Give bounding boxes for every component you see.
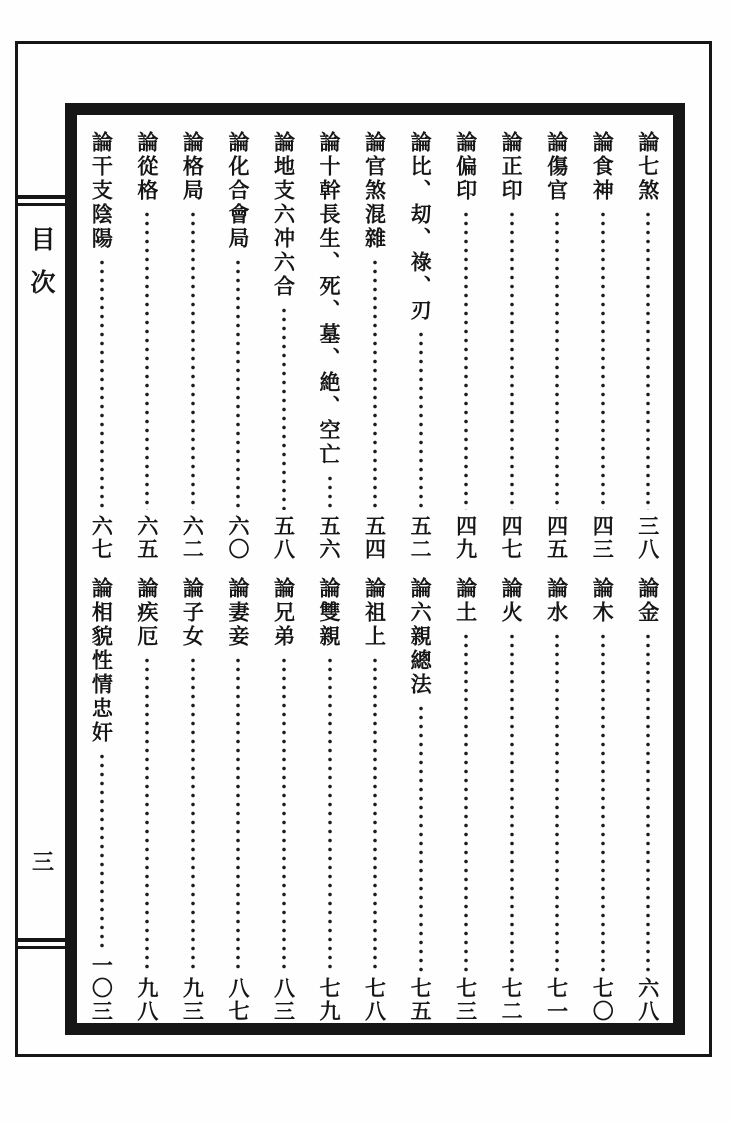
toc-entry-title: 論相貌性情忠奸 [89,577,115,745]
toc-entry-title: 論傷官 [544,131,570,203]
dot-leader [281,306,287,510]
dot-leader [327,474,333,510]
outer-page-border [15,41,712,1057]
toc-entry-title: 論地支六冲六合 [271,131,297,299]
toc-entry-top [625,115,671,561]
dot-leader [600,632,606,972]
dot-leader [509,632,515,972]
toc-entry-title: 論兄弟 [271,577,297,649]
toc-entry-page-number: 五四 [362,515,388,561]
dot-leader [190,210,196,510]
toc-entry-bottom [125,577,171,1023]
toc-entry-title: 論食神 [590,131,616,203]
dot-leader [144,656,150,972]
toc-entry-page-number: 七九 [317,977,343,1023]
dot-leader [600,210,606,510]
dot-leader [463,210,469,510]
toc-entry-page-number: 四五 [544,515,570,561]
toc-entry-page-number: 七一 [544,977,570,1023]
toc-entry-title: 論十幹長生、死、墓、絶、空亡 [317,131,343,467]
toc-entry-bottom [307,577,353,1023]
toc-entry-bottom [79,577,125,1023]
toc-entry-title: 論從格 [134,131,160,203]
toc-entry-top [580,115,626,561]
toc-entry-page-number: 九八 [134,977,160,1023]
dot-leader [99,752,105,949]
toc-column [125,115,171,1023]
toc-entry-title: 論六親總法 [408,577,434,697]
toc-column [307,115,353,1023]
dot-leader [235,656,241,972]
toc-entry-title: 論木 [590,577,616,625]
toc-entry-title: 論妻妾 [225,577,251,649]
toc-entry-top [307,115,353,561]
toc-entry-page-number: 四三 [590,515,616,561]
toc-column [216,115,262,1023]
toc-column [398,115,444,1023]
dot-leader [418,330,424,510]
toc-entry-title: 論官煞混雜 [362,131,388,251]
toc-entry-bottom [261,577,307,1023]
toc-column [261,115,307,1023]
toc-entry-title: 論土 [453,577,479,625]
toc-entry-title: 論水 [544,577,570,625]
toc-entry-bottom [216,577,262,1023]
toc-column [580,115,626,1023]
toc-entry-bottom [443,577,489,1023]
toc-entry-top [398,115,444,561]
toc-column [352,115,398,1023]
dot-leader [327,656,333,972]
dot-leader [645,210,651,510]
toc-entry-title: 論火 [499,577,525,625]
toc-entry-top [261,115,307,561]
toc-entry-bottom [398,577,444,1023]
dot-leader [554,210,560,510]
toc-entry-top [534,115,580,561]
toc-entry-bottom [625,577,671,1023]
left-margin [18,44,65,1054]
toc-column [625,115,671,1023]
dot-leader [372,656,378,972]
toc-entry-bottom [352,577,398,1023]
toc-entry-page-number: 四七 [499,515,525,561]
toc-column [170,115,216,1023]
toc-entry-top [216,115,262,561]
toc-entry-page-number: 六二 [180,515,206,561]
toc-entry-title: 論祖上 [362,577,388,649]
toc-entry-page-number: 七二 [499,977,525,1023]
toc-column [79,115,125,1023]
dot-leader [99,258,105,510]
toc-entry-page-number: 三八 [635,515,661,561]
dot-leader [463,632,469,972]
toc-entry-page-number: 六八 [635,977,661,1023]
toc-entry-page-number: 九三 [180,977,206,1023]
toc-entry-bottom [580,577,626,1023]
dot-leader [144,210,150,510]
margin-double-rule-bottom [18,938,65,949]
toc-entry-bottom [534,577,580,1023]
toc-entry-title: 論比、刧、祿、刃 [408,131,434,323]
toc-entry-page-number: 五六 [317,515,343,561]
toc-entry-bottom [489,577,535,1023]
toc-column [534,115,580,1023]
toc-entry-title: 論雙親 [317,577,343,649]
margin-double-rule-top [18,195,65,206]
dot-leader [372,258,378,510]
toc-entry-page-number: 七八 [362,977,388,1023]
toc-entry-page-number: 七三 [453,977,479,1023]
toc-entry-title: 論金 [635,577,661,625]
toc-entry-page-number: 八三 [271,977,297,1023]
toc-entry-page-number: 六〇 [225,515,251,561]
toc-entry-title: 論疾厄 [134,577,160,649]
toc-entry-top [79,115,125,561]
toc-entry-title: 論格局 [180,131,206,203]
dot-leader [235,258,241,510]
dot-leader [281,656,287,972]
dot-leader [509,210,515,510]
toc-grid [77,115,673,1023]
toc-entry-page-number: 七〇 [590,977,616,1023]
toc-entry-top [443,115,489,561]
dot-leader [418,704,424,972]
toc-entry-page-number: 六五 [134,515,160,561]
folio-number: 三 [28,850,55,872]
toc-entry-page-number: 五二 [408,515,434,561]
toc-column [443,115,489,1023]
toc-entry-top [352,115,398,561]
toc-entry-bottom [170,577,216,1023]
toc-entry-page-number: 四九 [453,515,479,561]
toc-entry-top [489,115,535,561]
toc-entry-title: 論化合會局 [225,131,251,251]
toc-frame [65,103,685,1035]
dot-leader [554,632,560,972]
toc-entry-title: 論正印 [499,131,525,203]
toc-entry-page-number: 六七 [89,515,115,561]
toc-entry-page-number: 八七 [225,977,251,1023]
toc-entry-page-number: 七五 [408,977,434,1023]
toc-entry-top [170,115,216,561]
toc-entry-page-number: 一〇三 [89,954,115,1023]
section-title: 目次 [27,226,56,312]
dot-leader [645,632,651,972]
toc-entry-title: 論干支陰陽 [89,131,115,251]
toc-entry-page-number: 五八 [271,515,297,561]
dot-leader [190,656,196,972]
toc-entry-title: 論七煞 [635,131,661,203]
toc-entry-title: 論子女 [180,577,206,649]
toc-entry-top [125,115,171,561]
toc-entry-title: 論偏印 [453,131,479,203]
toc-column [489,115,535,1023]
